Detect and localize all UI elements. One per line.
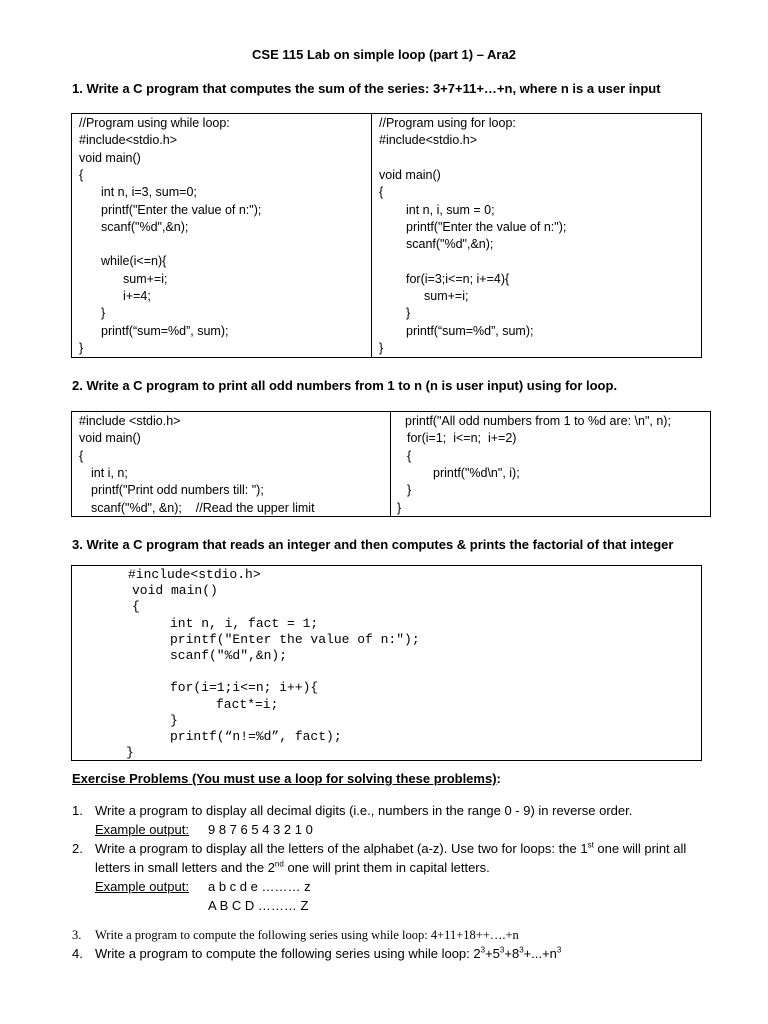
code-line: } xyxy=(101,306,106,321)
code-line: sum+=i; xyxy=(424,289,469,303)
code-line: scanf("%d", &n); //Read the upper limit xyxy=(91,500,315,515)
code-line: scanf("%d",&n); xyxy=(406,237,494,252)
code-line: printf("%d\n", i); xyxy=(433,465,520,480)
code-line: for(i=1;i<=n; i++){ xyxy=(170,680,319,696)
code-line: while(i<=n){ xyxy=(101,254,167,269)
exercise-2-example-output-upper: A B C D ……… Z xyxy=(208,898,309,913)
code-line: #include<stdio.h> xyxy=(79,133,177,148)
code-line: { xyxy=(407,448,412,463)
code-line: } xyxy=(126,745,134,761)
q3-code-box xyxy=(71,565,702,761)
code-line: #include<stdio.h> xyxy=(379,133,477,148)
exercise-1-example-label: Example output: xyxy=(95,822,189,837)
code-line: int n, i, sum = 0; xyxy=(406,202,495,217)
code-line: printf(“sum=%d”, sum); xyxy=(101,323,229,338)
exercise-2-example-output-lower: a b c d e ……… z xyxy=(208,879,311,894)
code-line: scanf("%d",&n); xyxy=(170,648,288,663)
code-line: { xyxy=(79,448,84,463)
code-line: int i, n; xyxy=(91,465,128,480)
code-line: { xyxy=(79,167,84,182)
code-line: void main() xyxy=(132,583,218,599)
code-line: printf(“n!=%d”, fact); xyxy=(170,729,342,744)
code-line: } xyxy=(397,500,402,515)
question-3-heading: 3. Write a C program that reads an integer and then computes & prints the factorial of that integer xyxy=(72,537,674,552)
code-line: printf("Enter the value of n:"); xyxy=(101,202,262,217)
code-line: #include <stdio.h> xyxy=(79,414,181,428)
q2-code-table xyxy=(71,411,711,517)
code-line: for(i=1; i<=n; i+=2) xyxy=(407,431,517,446)
code-line: fact*=i; xyxy=(216,696,279,712)
exercise-4-text: Write a program to compute the following series using while loop: $2^3+5^3+8^3+...+n^3$ xyxy=(95,945,562,961)
code-line: printf("Enter the value of n:"); xyxy=(406,219,567,234)
code-line: } xyxy=(379,340,384,355)
q1-column-divider xyxy=(371,114,372,357)
exercise-3-text: Write a program to compute the following series using while loop: 4+11+18++….+n xyxy=(95,928,519,942)
code-line: { xyxy=(379,185,384,200)
exercise-4-number: 4. xyxy=(72,946,83,961)
code-line: { xyxy=(132,599,140,615)
code-line: void main() xyxy=(79,431,141,446)
code-line: i+=4; xyxy=(123,289,151,303)
exercise-1-number: 1. xyxy=(72,803,83,818)
exercise-1-text: Write a program to display all decimal digits (i.e., numbers in the range 0 - 9) in reverse order. xyxy=(95,803,633,818)
code-line: scanf("%d",&n); xyxy=(101,219,189,234)
exercise-3-number: 3. xyxy=(72,928,82,942)
code-line: sum+=i; xyxy=(123,271,168,286)
q1-code-table xyxy=(71,113,702,358)
code-line: void main() xyxy=(379,167,441,182)
code-line: int n, i=3, sum=0; xyxy=(101,185,197,200)
code-line: } xyxy=(170,712,178,728)
exercise-2-example-label: Example output: xyxy=(95,879,189,894)
code-line: for(i=3;i<=n; i+=4){ xyxy=(406,271,510,286)
exercise-1-example-output: 9 8 7 6 5 4 3 2 1 0 xyxy=(208,822,313,837)
code-line: printf("All odd numbers from 1 to %d are: \n", n); xyxy=(405,414,671,428)
exercise-heading: Exercise Problems (You must use a loop for solving these problems): xyxy=(72,771,501,786)
code-line: printf(“sum=%d”, sum); xyxy=(406,323,534,338)
code-line: #include<stdio.h> xyxy=(128,567,261,582)
exercise-2-number: 2. xyxy=(72,841,83,856)
page-title: CSE 115 Lab on simple loop (part 1) – Ara2 xyxy=(252,47,516,62)
code-line: } xyxy=(406,306,411,321)
question-1-heading: 1. Write a C program that computes the sum of the series: 3+7+11+…+n, where n is a user input xyxy=(72,81,661,96)
code-line: printf("Print odd numbers till: "); xyxy=(91,483,264,498)
exercise-2-text-line-1: Write a program to display all the letters of the alphabet (a-z). Use two for loops: the 1st one will print all xyxy=(95,840,687,856)
code-line: //Program using for loop: xyxy=(379,116,516,130)
exercise-2-text-line-2: letters in small letters and the 2nd one will print them in capital letters. xyxy=(95,859,490,875)
code-line: } xyxy=(79,340,84,355)
question-2-heading: 2. Write a C program to print all odd numbers from 1 to n (n is user input) using for loop. xyxy=(72,378,618,393)
code-line: } xyxy=(407,483,412,498)
code-line: int n, i, fact = 1; xyxy=(170,615,319,631)
code-line: //Program using while loop: xyxy=(79,116,230,130)
code-line: printf("Enter the value of n:"); xyxy=(170,631,420,647)
code-line: void main() xyxy=(79,150,141,165)
q2-column-divider xyxy=(390,412,391,516)
